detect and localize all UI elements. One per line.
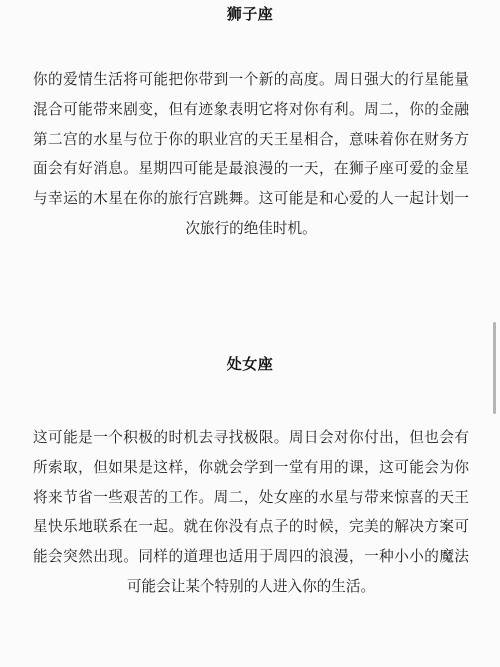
scrollbar[interactable] [493,322,496,414]
section-title-leo: 狮子座 [226,5,274,23]
section-title-virgo: 处女座 [226,355,274,373]
section-body-virgo: 这可能是一个积极的时机去寻找极限。周日会对你付出，但也会有所索取，但如果是这样，你就会学到一堂有用的课，这可能会为你将来节省一些艰苦的工作。周二，处女座的水星与带来惊喜的天王星快乐地联系在一起。就在你没有点子的时候，完美的解决方案可能会突然出现。同样的道理也适用于周四的浪漫，一种小小的魔法可能会让某个特别的人进入你的生活。 [33,429,469,595]
section-body-leo: 你的爱情生活将可能把你带到一个新的高度。周日强大的行星能量混合可能带来剧变，但有迹象表明它将对你有利。周二，你的金融第二宫的水星与位于你的职业宫的天王星相合，意味着你在财务方面会有好消息。星期四可能是最浪漫的一天，在狮子座可爱的金星与幸运的木星在你的旅行宫跳舞。这可能是和心爱的人一起计划一次旅行的绝佳时机。 [33,71,469,237]
